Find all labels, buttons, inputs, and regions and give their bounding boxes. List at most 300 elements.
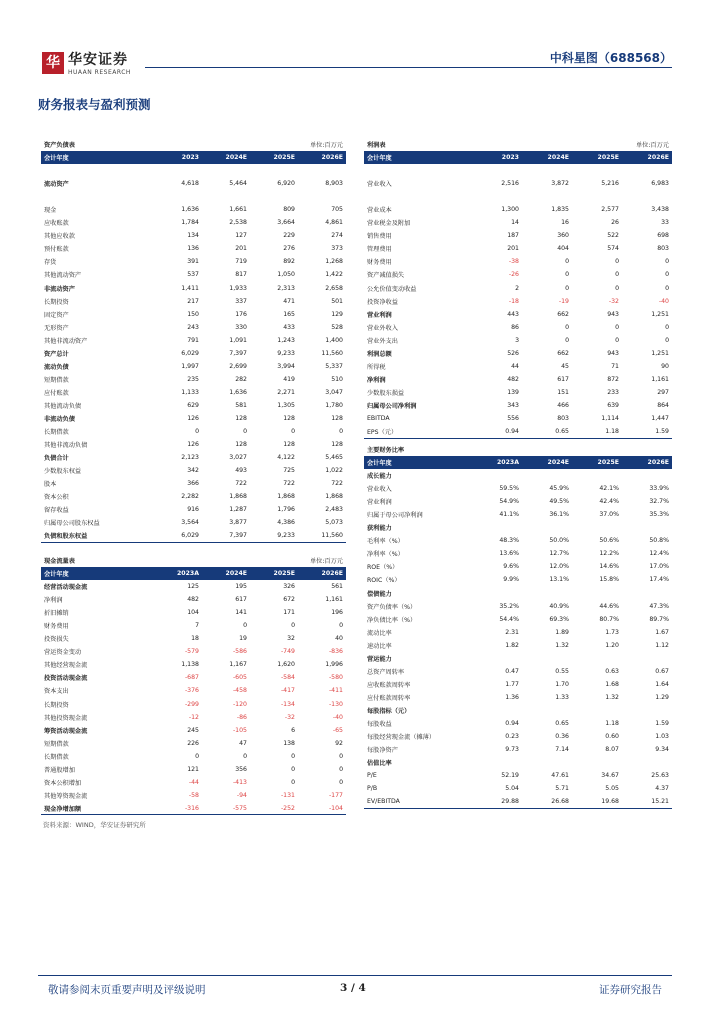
row-value: 391	[187, 258, 199, 266]
balance-sheet-table	[41, 138, 346, 543]
row-value: 150	[187, 310, 199, 318]
row-label: 少数股东权益	[44, 468, 82, 476]
row-value: 12.7%	[549, 550, 569, 558]
row-value: 1,287	[229, 506, 247, 514]
row-value: 1.64	[655, 680, 669, 688]
row-label: ROE（%）	[367, 564, 399, 572]
row-value: 1,268	[325, 258, 343, 266]
row-value	[522, 469, 572, 482]
table-row	[41, 516, 346, 529]
row-value: 42.1%	[599, 485, 619, 493]
row-value: 18	[191, 635, 199, 643]
row-value: 50.6%	[599, 537, 619, 545]
table-row	[364, 704, 672, 717]
row-value: 25.63	[651, 772, 669, 780]
row-value: 1,784	[181, 219, 199, 227]
row-value	[572, 190, 622, 203]
row-label: 归属母公司股东权益	[44, 520, 100, 528]
row-value	[522, 652, 572, 665]
row-value: 42.4%	[599, 498, 619, 506]
row-value: 195	[235, 583, 247, 591]
row-value: 126	[187, 441, 199, 449]
row-value	[472, 469, 522, 482]
row-value: 45	[561, 362, 569, 370]
header-divider	[145, 67, 672, 68]
row-value: 0	[243, 428, 247, 436]
row-label: 资产负债率（%）	[367, 603, 417, 611]
row-value: 1,300	[501, 206, 519, 214]
header-year: 2025E	[250, 151, 298, 164]
row-label: 每股收益	[367, 721, 392, 728]
row-label: 应付账款	[44, 389, 69, 397]
row-label: EV/EBITDA	[364, 795, 472, 808]
row-value	[522, 164, 572, 177]
table-row	[41, 763, 346, 776]
row-value: 366	[187, 480, 199, 488]
header-year: 2023	[154, 151, 202, 164]
row-value: 0	[291, 765, 295, 773]
row-label: 归属于母公司净利润	[367, 512, 423, 520]
table-row	[364, 782, 672, 795]
row-value: 466	[557, 401, 569, 409]
row-value: 235	[187, 375, 199, 383]
row-value: 52.19	[501, 772, 519, 780]
row-value	[622, 164, 672, 177]
row-value: -580	[328, 674, 343, 682]
row-label: 营运能力	[367, 655, 392, 663]
table-row	[364, 255, 672, 268]
row-value: -575	[202, 802, 250, 815]
row-value: 803	[657, 245, 669, 253]
row-value: 9.9%	[503, 576, 519, 584]
row-label: ROIC（%）	[367, 577, 401, 585]
row-value: 11,560	[298, 529, 346, 542]
row-value: 47	[239, 739, 247, 747]
table-row	[41, 229, 346, 242]
table-row	[364, 639, 672, 652]
row-value: 0	[665, 271, 669, 279]
row-value: -579	[184, 648, 199, 656]
table-row	[364, 508, 672, 521]
row-value: 2,123	[181, 454, 199, 462]
row-label: 非流动负债	[44, 416, 75, 423]
row-value	[522, 704, 572, 717]
table-row	[364, 626, 672, 639]
row-value: 36.1%	[549, 511, 569, 519]
row-value	[622, 704, 672, 717]
row-value	[472, 587, 522, 600]
header-year: 2024E	[202, 151, 250, 164]
row-value: 471	[283, 297, 295, 305]
row-value: 121	[187, 765, 199, 773]
table-row	[364, 678, 672, 691]
row-value: 48.3%	[499, 537, 519, 545]
row-value: 171	[283, 609, 295, 617]
row-value: 6,920	[277, 180, 295, 188]
row-value: 0	[291, 778, 295, 786]
row-label: 管理费用	[367, 246, 392, 254]
row-value: 8,903	[325, 180, 343, 188]
table-unit: 单位:百万元	[250, 138, 346, 151]
header-label: 会计年度	[364, 456, 472, 469]
row-value: 0	[195, 752, 199, 760]
row-value: 0	[615, 258, 619, 266]
row-value: 29.88	[472, 795, 522, 808]
row-value: 1,868	[277, 493, 295, 501]
row-value: 13.6%	[499, 550, 519, 558]
row-value: 1,305	[277, 401, 295, 409]
row-label: 流动比率	[367, 629, 392, 637]
row-value	[622, 756, 672, 769]
row-value: 482	[507, 375, 519, 383]
row-value: 343	[507, 401, 519, 409]
page-number: 3 / 4	[340, 982, 366, 994]
row-value: 0	[195, 428, 199, 436]
header-year: 2026E	[298, 151, 346, 164]
row-value: -94	[236, 791, 247, 799]
row-value: 0	[565, 258, 569, 266]
table-title: 现金流量表	[41, 554, 250, 567]
row-value	[572, 164, 622, 177]
row-value: 141	[235, 609, 247, 617]
row-value: 134	[187, 232, 199, 240]
row-label: EBITDA	[367, 415, 390, 422]
row-label: P/E	[367, 772, 377, 780]
row-value: 165	[283, 310, 295, 318]
row-value: 3,047	[325, 388, 343, 396]
row-value: 537	[187, 271, 199, 279]
row-value: 574	[607, 245, 619, 253]
row-value: 662	[557, 349, 569, 357]
row-value: -299	[184, 700, 199, 708]
table-row	[364, 399, 672, 412]
row-label: 投资损失	[44, 636, 69, 644]
row-value: 528	[331, 323, 343, 331]
row-value: 0.67	[655, 667, 669, 675]
header-year: 2024E	[202, 567, 250, 580]
table-row	[41, 308, 346, 321]
row-value: 201	[507, 245, 519, 253]
table-row	[364, 425, 672, 438]
row-value: 274	[331, 232, 343, 240]
row-label: 其他筹资现金流	[44, 792, 88, 800]
row-value: 1.03	[655, 733, 669, 741]
row-value: 1,422	[325, 271, 343, 279]
row-value: -417	[280, 687, 295, 695]
row-value: 0	[615, 336, 619, 344]
row-value: 5,073	[325, 519, 343, 527]
row-value: 803	[557, 415, 569, 422]
row-value	[572, 469, 622, 482]
row-value: 196	[331, 609, 343, 617]
row-value: -19	[558, 297, 569, 305]
row-value: -65	[332, 726, 343, 734]
financial-ratios-table	[364, 443, 672, 809]
row-value: -18	[508, 297, 519, 305]
row-value: 26.68	[522, 795, 572, 808]
table-row	[364, 308, 672, 321]
row-value: 0	[291, 752, 295, 760]
row-label: 流动负债	[44, 363, 69, 371]
table-row	[364, 386, 672, 399]
table-row	[41, 295, 346, 308]
table-row	[41, 477, 346, 490]
row-label: 负债和股东权益	[41, 529, 154, 542]
row-value: 128	[331, 441, 343, 449]
row-label: 少数股东损益	[367, 389, 405, 397]
row-value: 672	[283, 596, 295, 604]
row-label: 投资活动现金流	[44, 675, 88, 683]
row-value	[572, 704, 622, 717]
row-value: 360	[557, 232, 569, 240]
row-value: 128	[235, 415, 247, 422]
row-value: 1,997	[181, 362, 199, 370]
row-value: 3,994	[277, 362, 295, 370]
row-value: 151	[557, 388, 569, 396]
row-value: 233	[607, 388, 619, 396]
table-row	[364, 769, 672, 782]
table-row	[41, 451, 346, 464]
row-value: 0	[565, 271, 569, 279]
row-value: 3,564	[181, 519, 199, 527]
row-label: 负债合计	[44, 455, 69, 463]
row-value: 1,780	[325, 401, 343, 409]
row-value: 916	[187, 506, 199, 514]
row-value: 1,161	[651, 375, 669, 383]
row-label: 财务费用	[367, 259, 392, 267]
row-value: 1,251	[651, 349, 669, 357]
table-row	[364, 334, 672, 347]
disclaimer-note: 敬请参阅末页重要声明及评级说明	[48, 984, 206, 996]
row-value	[572, 521, 622, 534]
row-label	[364, 164, 472, 177]
row-label: 固定资产	[44, 311, 69, 319]
row-label: 归属母公司净利润	[367, 402, 417, 410]
row-value: 356	[235, 765, 247, 773]
table-row	[364, 412, 672, 425]
header-year: 2023A	[154, 567, 202, 580]
row-value: 128	[283, 441, 295, 449]
row-value	[572, 756, 622, 769]
row-value: 282	[235, 375, 247, 383]
header-year: 2025E	[572, 151, 622, 164]
row-label: 应付账款周转率	[367, 694, 411, 702]
row-value: 89.7%	[649, 615, 669, 623]
table-row	[364, 203, 672, 216]
row-value: 556	[507, 415, 519, 422]
row-value: 4,122	[277, 454, 295, 462]
row-value: 0	[339, 622, 343, 630]
table-row	[41, 606, 346, 619]
row-value: -411	[328, 687, 343, 695]
row-label: 营业利润	[367, 311, 392, 319]
table-title-row	[364, 443, 672, 456]
table-row	[364, 373, 672, 386]
row-value: -605	[232, 674, 247, 682]
row-value: 6,029	[181, 349, 199, 357]
row-value: 35.2%	[499, 602, 519, 610]
row-value: 5.71	[555, 785, 569, 793]
row-value: 0.63	[605, 667, 619, 675]
table-row	[41, 671, 346, 684]
header-year: 2026E	[622, 151, 672, 164]
table-row	[41, 347, 346, 360]
row-value: -316	[154, 802, 202, 815]
row-value: 49.5%	[549, 498, 569, 506]
row-value: 128	[235, 441, 247, 449]
table-row	[41, 399, 346, 412]
row-value: 128	[331, 415, 343, 422]
row-value: 330	[235, 323, 247, 331]
row-value: 373	[331, 245, 343, 253]
row-value: -44	[188, 778, 199, 786]
table-row	[364, 482, 672, 495]
row-label: 财务费用	[44, 623, 69, 631]
row-value: 16	[561, 219, 569, 227]
row-value: 892	[283, 258, 295, 266]
row-label: 营业税金及附加	[367, 220, 411, 228]
table-row	[41, 776, 346, 789]
table-row	[364, 321, 672, 334]
table-row	[41, 373, 346, 386]
row-value: 581	[235, 401, 247, 409]
row-value: 5,216	[601, 180, 619, 188]
row-label: 长期投资	[44, 701, 69, 709]
row-value: 139	[507, 388, 519, 396]
row-value: 3,877	[229, 519, 247, 527]
row-value: 719	[235, 258, 247, 266]
row-value	[250, 190, 298, 203]
row-value: 47.3%	[649, 602, 669, 610]
row-value: 6,983	[651, 180, 669, 188]
row-value: 187	[507, 232, 519, 240]
row-value: 3,664	[277, 219, 295, 227]
row-label: 折旧摊销	[44, 610, 69, 618]
row-value: 1,050	[277, 271, 295, 279]
row-value	[572, 587, 622, 600]
row-value: 404	[557, 245, 569, 253]
row-label: 应收账款	[44, 220, 69, 228]
row-value: 2,516	[501, 180, 519, 188]
row-label: 其他流动负债	[44, 402, 82, 410]
row-value: 26	[611, 219, 619, 227]
row-value: 1,868	[229, 493, 247, 501]
row-value: -58	[188, 791, 199, 799]
table-row	[41, 425, 346, 438]
row-value: -40	[658, 297, 669, 305]
table-row	[364, 295, 672, 308]
row-value: 722	[331, 480, 343, 488]
table-row	[41, 750, 346, 763]
row-label: 无形资产	[44, 324, 69, 332]
row-label: 预付账款	[44, 246, 69, 254]
table-row	[364, 573, 672, 586]
row-value: 0	[615, 284, 619, 292]
row-value: 37.0%	[599, 511, 619, 519]
row-value	[622, 587, 672, 600]
page-header	[0, 0, 724, 80]
row-label: 速动比率	[367, 642, 392, 650]
row-value	[622, 521, 672, 534]
row-label: 资本支出	[44, 688, 69, 696]
table-row	[41, 619, 346, 632]
row-value: 7,397	[202, 529, 250, 542]
row-value: 0	[665, 323, 669, 331]
row-value: 1,091	[229, 336, 247, 344]
table-row	[364, 164, 672, 177]
row-value: 0	[665, 258, 669, 266]
row-value: 127	[235, 232, 247, 240]
row-value: 342	[187, 467, 199, 475]
row-value: 2,282	[181, 493, 199, 501]
row-value: 1,835	[551, 206, 569, 214]
row-value: 1,251	[651, 310, 669, 318]
header-year: 2026E	[298, 567, 346, 580]
table-header-row	[41, 151, 346, 164]
table-row	[41, 268, 346, 281]
table-unit: 单位:百万元	[572, 138, 672, 151]
row-value: 1,868	[325, 493, 343, 501]
row-label: 投资净收益	[367, 298, 398, 306]
row-value: 54.4%	[499, 615, 519, 623]
row-value: 1.12	[655, 641, 669, 649]
row-label: 偿债能力	[367, 590, 392, 598]
row-value	[622, 190, 672, 203]
table-row	[41, 438, 346, 451]
row-value: 19.68	[572, 795, 622, 808]
table-title-row	[41, 138, 346, 151]
row-value: 0	[243, 622, 247, 630]
header-label: 会计年度	[364, 151, 472, 164]
row-value	[472, 704, 522, 717]
table-row	[364, 521, 672, 534]
table-row	[41, 503, 346, 516]
row-value: -120	[232, 700, 247, 708]
row-value: 617	[235, 596, 247, 604]
table-unit	[572, 443, 672, 456]
row-value: 126	[187, 415, 199, 422]
row-value: 0	[565, 323, 569, 331]
row-label	[41, 164, 154, 177]
row-value: 90	[661, 362, 669, 370]
table-row	[364, 756, 672, 769]
table-row	[41, 203, 346, 216]
row-value: 1,447	[651, 415, 669, 422]
table-row	[41, 737, 346, 750]
row-label: P/B	[367, 785, 378, 793]
row-value: 104	[187, 609, 199, 617]
row-value: 15.8%	[599, 576, 619, 584]
row-value: -26	[508, 271, 519, 279]
row-value: 722	[283, 480, 295, 488]
row-label: 净利润	[44, 597, 63, 605]
table-row	[41, 724, 346, 737]
row-value: 1.59	[622, 425, 672, 438]
row-value: 639	[607, 401, 619, 409]
row-label	[41, 190, 154, 203]
row-value: 33.9%	[649, 485, 669, 493]
row-value: 2,271	[277, 388, 295, 396]
table-row	[41, 242, 346, 255]
row-value: 2,658	[325, 284, 343, 292]
row-value: 1.73	[605, 628, 619, 636]
row-value: 9.34	[655, 746, 669, 754]
row-value	[622, 469, 672, 482]
row-label: 成长能力	[367, 473, 392, 481]
row-value: 59.5%	[499, 485, 519, 493]
row-value: 526	[507, 349, 519, 357]
row-value: 12.4%	[649, 550, 669, 558]
